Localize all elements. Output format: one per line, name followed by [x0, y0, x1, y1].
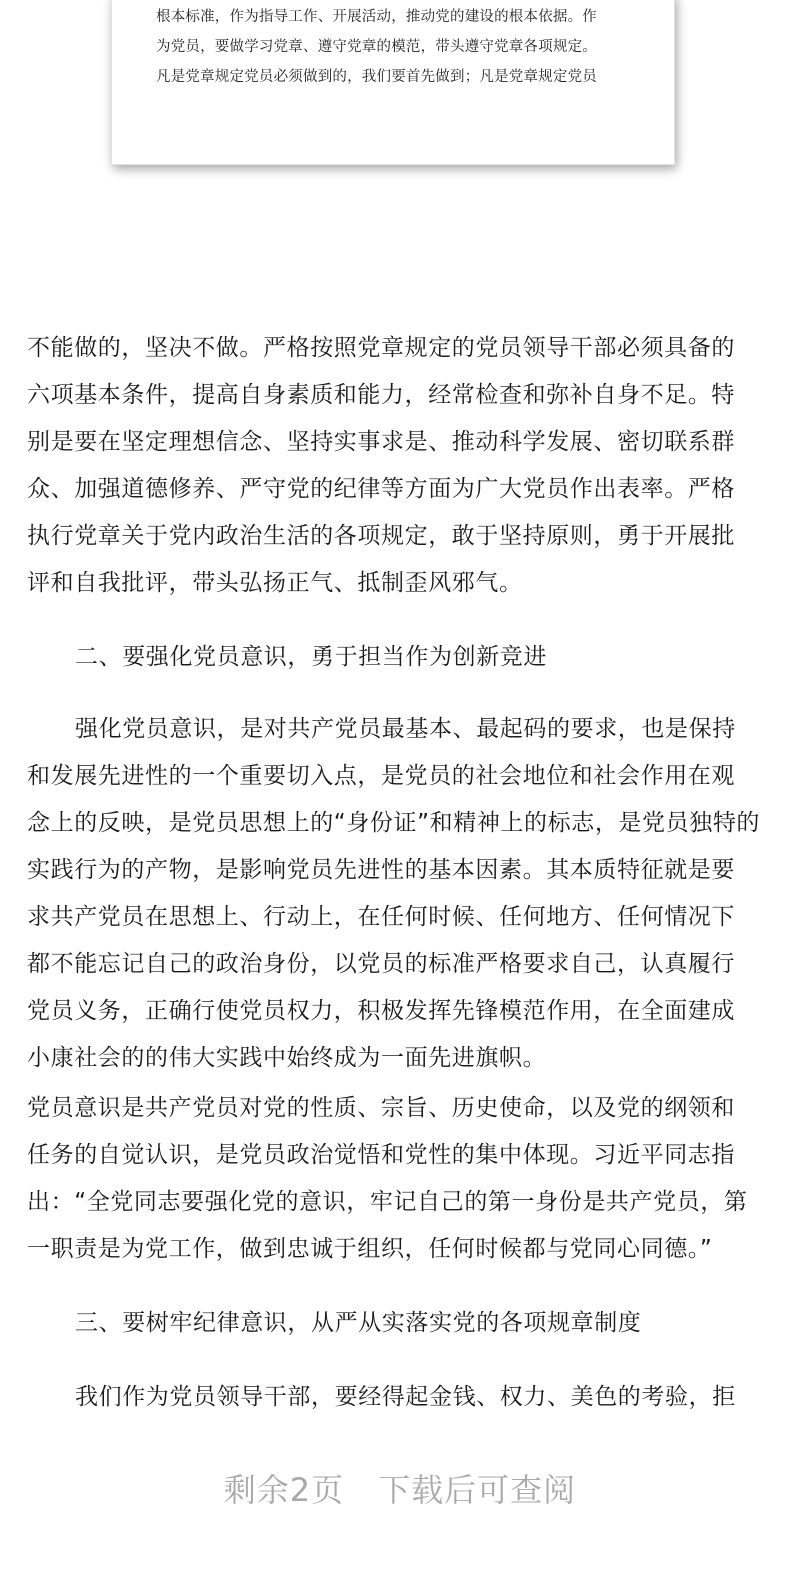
- remaining-pages-label: 剩余2页: [223, 1471, 345, 1509]
- paragraph-line: 执行党章关于党内政治生活的各项规定，敢于坚持原则，勇于开展批: [27, 523, 735, 549]
- paragraph-line: 强化党员意识，是对共产党员最基本、最起码的要求，也是保持: [75, 716, 736, 742]
- preview-line: 根本标准，作为指导工作、开展活动，推动党的建设的根本依据。作: [156, 9, 597, 25]
- paragraph-line: 别是要在坚定理想信念、坚持实事求是、推动科学发展、密切联系群: [27, 429, 735, 455]
- preview-line: 为党员，要做学习党章、遵守党章的模范，带头遵守党章各项规定。: [156, 39, 597, 55]
- paragraph-line: 念上的反映，是党员思想上的“身份证”和精神上的标志，是党员独特的: [27, 810, 761, 836]
- paragraph-line: 任务的自觉认识，是党员政治觉悟和党性的集中体现。习近平同志指: [27, 1142, 735, 1168]
- section-heading: 二、要强化党员意识，勇于担当作为创新竞进: [75, 644, 547, 670]
- paragraph-line: 和发展先进性的一个重要切入点，是党员的社会地位和社会作用在观: [27, 763, 735, 789]
- paragraph-line: 评和自我批评，带头弘扬正气、抵制歪风邪气。: [27, 570, 523, 596]
- download-prompt[interactable]: [0, 1470, 800, 1510]
- paragraph-line: 六项基本条件，提高自身素质和能力，经常检查和弥补自身不足。特: [27, 382, 735, 408]
- paragraph-line: 一职责是为党工作，做到忠诚于组织，任何时候都与党同心同德。”: [27, 1236, 713, 1262]
- document-preview-card: [111, 0, 675, 165]
- paragraph-line: 都不能忘记自己的政治身份，以党员的标准严格要求自己，认真履行: [27, 951, 735, 977]
- paragraph-line: 众、加强道德修养、严守党的纪律等方面为广大党员作出表率。严格: [27, 476, 735, 502]
- section-heading: 三、要树牢纪律意识，从严从实落实党的各项规章制度: [75, 1310, 642, 1336]
- download-to-view-label: 下载后可查阅: [378, 1471, 577, 1509]
- paragraph-line: 实践行为的产物，是影响党员先进性的基本因素。其本质特征就是要: [27, 857, 735, 883]
- paragraph-line: 小康社会的的伟大实践中始终成为一面先进旗帜。: [27, 1045, 547, 1071]
- paragraph-line: 出：“全党同志要强化党的意识，牢记自己的第一身份是共产党员，第: [27, 1189, 748, 1215]
- paragraph-line: 党员义务，正确行使党员权力，积极发挥先锋模范作用，在全面建成: [27, 998, 735, 1024]
- paragraph-line: 求共产党员在思想上、行动上，在任何时候、任何地方、任何情况下: [27, 904, 735, 930]
- preview-line: 凡是党章规定党员必须做到的，我们要首先做到；凡是党章规定党员: [156, 69, 597, 85]
- paragraph-line: 我们作为党员领导干部，要经得起金钱、权力、美色的考验，拒: [75, 1384, 736, 1410]
- paragraph-line: 党员意识是共产党员对党的性质、宗旨、历史使命，以及党的纲领和: [27, 1095, 735, 1121]
- paragraph-line: 不能做的，坚决不做。严格按照党章规定的党员领导干部必须具备的: [27, 335, 735, 361]
